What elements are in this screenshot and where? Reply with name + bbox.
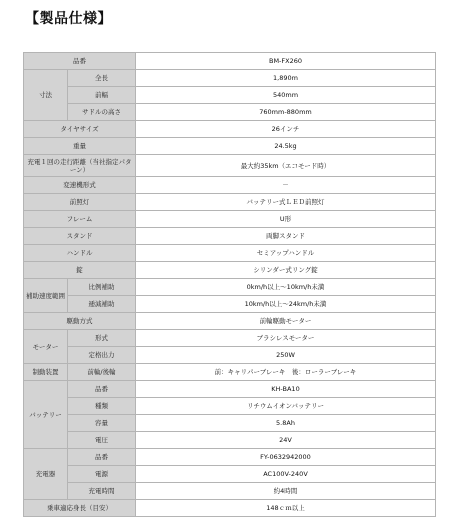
spec-sublabel: 種類 [68, 398, 136, 415]
table-row-lock [24, 262, 436, 279]
spec-value: 148ｃｍ以上 [136, 500, 436, 517]
spec-value: リチウムイオンバッテリー [136, 398, 436, 415]
table-row-charger-time [24, 483, 436, 500]
spec-value: AC100V-240V [136, 466, 436, 483]
spec-value: U形 [136, 211, 436, 228]
spec-group-label: 充電器 [24, 449, 68, 500]
table-row-height [24, 500, 436, 517]
spec-value: 1,890m [136, 70, 436, 87]
table-row-battery-model [24, 381, 436, 398]
spec-value: 前：キャリパーブレーキ 後：ローラーブレーキ [136, 364, 436, 381]
spec-value: 24V [136, 432, 436, 449]
spec-sublabel: 全長 [68, 70, 136, 87]
table-row-dims-saddle [24, 104, 436, 121]
spec-value: 両脚スタンド [136, 228, 436, 245]
spec-sublabel: サドルの高さ [68, 104, 136, 121]
spec-value: BM-FX260 [136, 53, 436, 70]
table-row-handle [24, 245, 436, 262]
spec-label: 重量 [24, 138, 136, 155]
spec-label: 駆動方式 [24, 313, 136, 330]
spec-value: シリンダー式リング錠 [136, 262, 436, 279]
spec-label: フレーム [24, 211, 136, 228]
spec-label: 乗車適応身長（目安） [24, 500, 136, 517]
spec-value: ブラシレスモーター [136, 330, 436, 347]
spec-sublabel: 品番 [68, 449, 136, 466]
spec-value: 10km/h以上～24km/h未満 [136, 296, 436, 313]
table-row-motor-output [24, 347, 436, 364]
table-row-battery-capacity [24, 415, 436, 432]
spec-group-label: 制動装置 [24, 364, 68, 381]
spec-sublabel: 定格出力 [68, 347, 136, 364]
spec-label: ハンドル [24, 245, 136, 262]
spec-sublabel: 形式 [68, 330, 136, 347]
table-row-motor-type [24, 330, 436, 347]
spec-value: KH-BA10 [136, 381, 436, 398]
table-row-charger-model [24, 449, 436, 466]
spec-sublabel: 電源 [68, 466, 136, 483]
spec-label: 前照灯 [24, 194, 136, 211]
spec-value: 最大約35km（エコモード時） [136, 155, 436, 177]
spec-sublabel: 電圧 [68, 432, 136, 449]
table-row-tire [24, 121, 436, 138]
spec-group-label: 寸法 [24, 70, 68, 121]
spec-value: 760mm-880mm [136, 104, 436, 121]
table-row-assist-prop [24, 279, 436, 296]
spec-value: セミアップハンドル [136, 245, 436, 262]
spec-value: 26インチ [136, 121, 436, 138]
spec-value: 約4時間 [136, 483, 436, 500]
table-row-drive [24, 313, 436, 330]
spec-label: タイヤサイズ [24, 121, 136, 138]
spec-value: 0km/h以上～10km/h未満 [136, 279, 436, 296]
spec-value: － [136, 177, 436, 194]
spec-table [23, 52, 436, 517]
spec-label: スタンド [24, 228, 136, 245]
table-row-range [24, 155, 436, 177]
spec-value: 540mm [136, 87, 436, 104]
spec-label: 錠 [24, 262, 136, 279]
table-row-assist-dec [24, 296, 436, 313]
spec-group-label: モーター [24, 330, 68, 364]
spec-label: 変速機形式 [24, 177, 136, 194]
spec-group-label: バッテリー [24, 381, 68, 449]
spec-sublabel: 品番 [68, 381, 136, 398]
spec-sublabel: 比例補助 [68, 279, 136, 296]
table-row-light [24, 194, 436, 211]
spec-value: FY-0632942000 [136, 449, 436, 466]
page-title: 【製品仕様】 [25, 11, 112, 27]
table-row-frame [24, 211, 436, 228]
table-row-battery-voltage [24, 432, 436, 449]
spec-value: 5.8Ah [136, 415, 436, 432]
table-row-weight [24, 138, 436, 155]
spec-sublabel: 容量 [68, 415, 136, 432]
table-row-model [24, 53, 436, 70]
table-row-battery-type [24, 398, 436, 415]
table-row-dims-width [24, 87, 436, 104]
spec-sublabel: 前輪/後輪 [68, 364, 136, 381]
spec-value: 前輪駆動モーター [136, 313, 436, 330]
spec-value: 250W [136, 347, 436, 364]
table-row-charger-power [24, 466, 436, 483]
spec-value: 24.5kg [136, 138, 436, 155]
spec-label: 品番 [24, 53, 136, 70]
spec-sublabel: 逓減補助 [68, 296, 136, 313]
spec-sublabel: 前幅 [68, 87, 136, 104]
spec-value: バッテリー式ＬＥＤ前照灯 [136, 194, 436, 211]
spec-sublabel: 充電時間 [68, 483, 136, 500]
spec-label: 充電１回の走行距離（当社指定パターン） [24, 155, 136, 177]
table-row-dims-length [24, 70, 436, 87]
spec-group-label: 補助速度範囲 [24, 279, 68, 313]
table-row-brake [24, 364, 436, 381]
table-row-stand [24, 228, 436, 245]
table-row-gear [24, 177, 436, 194]
